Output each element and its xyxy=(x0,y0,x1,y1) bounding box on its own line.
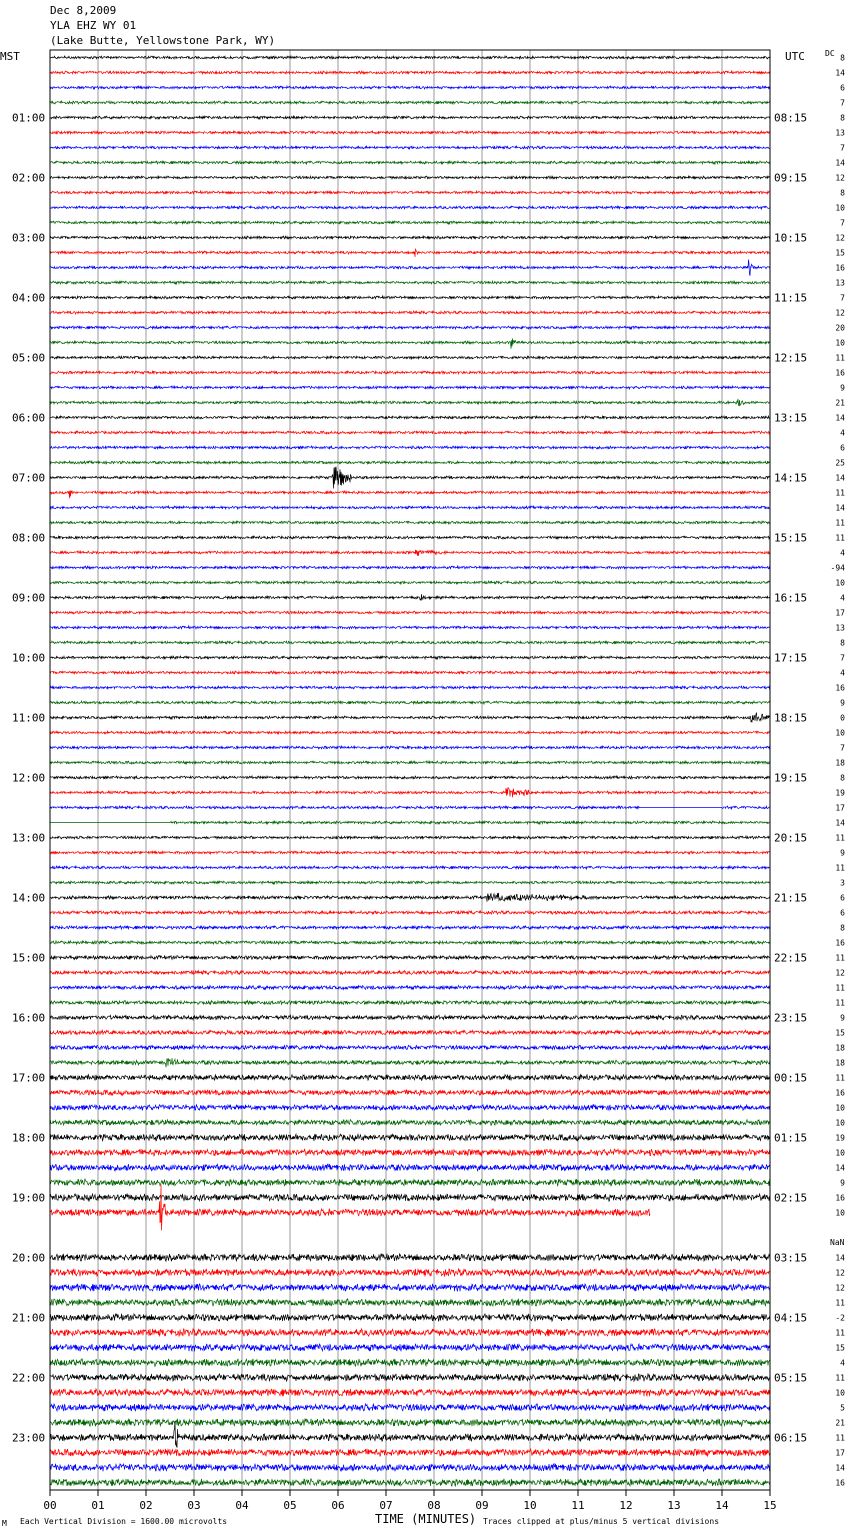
dc-offset-value: 19 xyxy=(835,1133,845,1143)
utc-hour-label: 00:15 xyxy=(774,1071,808,1085)
utc-hour-label: 18:15 xyxy=(774,711,808,725)
dc-offset-value: 16 xyxy=(835,683,845,693)
dc-offset-value: -2 xyxy=(835,1313,845,1323)
dc-offset-value: 7 xyxy=(840,143,845,153)
dc-offset-value: 12 xyxy=(835,308,845,318)
mst-hour-label: 23:00 xyxy=(12,1431,46,1445)
trace-row xyxy=(50,731,770,734)
trace-row xyxy=(50,955,770,959)
dc-offset-value: 10 xyxy=(835,1103,845,1113)
x-tick-label: 06 xyxy=(331,1499,345,1512)
utc-hour-label: 19:15 xyxy=(774,771,808,785)
dc-offset-value: 12 xyxy=(835,968,845,978)
mst-hour-label: 16:00 xyxy=(12,1011,46,1025)
trace-row xyxy=(50,1314,770,1322)
dc-offset-value: 15 xyxy=(835,1028,845,1038)
dc-offset-value: 7 xyxy=(840,743,845,753)
mst-hour-label: 05:00 xyxy=(12,351,46,365)
trace-row xyxy=(50,221,770,224)
dc-offset-value: 9 xyxy=(840,848,845,858)
right-timezone-label: UTC xyxy=(785,50,805,63)
trace-row xyxy=(50,851,770,854)
dc-offset-value: 8 xyxy=(840,188,845,198)
dc-offset-value: 6 xyxy=(840,908,845,918)
trace-row xyxy=(50,656,770,659)
trace-row xyxy=(50,191,770,194)
dc-offset-value: 14 xyxy=(835,1163,845,1173)
dc-offset-value: 11 xyxy=(835,1073,845,1083)
mst-hour-label: 08:00 xyxy=(12,531,46,545)
dc-offset-value: 16 xyxy=(835,1193,845,1203)
utc-hour-label: 05:15 xyxy=(774,1371,808,1385)
dc-offset-value: 14 xyxy=(835,1463,845,1473)
dc-offset-value: 11 xyxy=(835,998,845,1008)
dc-offset-value: 21 xyxy=(835,398,845,408)
trace-row xyxy=(50,1419,770,1427)
dc-offset-value: 11 xyxy=(835,833,845,843)
dc-offset-value: 9 xyxy=(840,698,845,708)
trace-row xyxy=(50,821,770,824)
trace-row xyxy=(50,326,770,329)
dc-offset-value: 18 xyxy=(835,1043,845,1053)
dc-offset-value: 16 xyxy=(835,1478,845,1488)
trace-row xyxy=(50,1185,650,1231)
mst-hour-label: 20:00 xyxy=(12,1251,46,1265)
trace-row xyxy=(50,746,770,749)
dc-offset-value: 11 xyxy=(835,518,845,528)
trace-row xyxy=(50,1000,770,1004)
mst-hour-label: 18:00 xyxy=(12,1131,46,1145)
trace-row xyxy=(50,641,770,644)
utc-hour-label: 16:15 xyxy=(774,591,808,605)
trace-row xyxy=(50,386,770,389)
trace-row xyxy=(50,893,770,902)
mst-hour-label: 10:00 xyxy=(12,651,46,665)
date-label: Dec 8,2009 xyxy=(50,4,117,17)
dc-offset-value: 21 xyxy=(835,1418,845,1428)
dc-offset-value: 14 xyxy=(835,1253,845,1263)
dc-offset-value: 16 xyxy=(835,938,845,948)
dc-offset-value: 12 xyxy=(835,173,845,183)
nan-label: NaN xyxy=(830,1238,845,1247)
dc-offset-value: 17 xyxy=(835,1448,845,1458)
dc-offset-value: 18 xyxy=(835,758,845,768)
x-tick-label: 08 xyxy=(427,1499,441,1512)
mst-hour-label: 01:00 xyxy=(12,111,46,125)
dc-offset-value: 4 xyxy=(840,668,845,678)
trace-row xyxy=(50,71,770,74)
scale-note: Each Vertical Division = 1600.00 microvolts xyxy=(20,1517,228,1526)
utc-hour-label: 10:15 xyxy=(774,231,808,245)
mst-hour-label: 19:00 xyxy=(12,1191,46,1205)
dc-offset-value: 10 xyxy=(835,1148,845,1158)
trace-row xyxy=(50,713,770,722)
dc-offset-value: -94 xyxy=(830,563,845,573)
dc-offset-value: 10 xyxy=(835,1388,845,1398)
trace-row xyxy=(50,1164,770,1171)
trace-row xyxy=(50,249,770,257)
dc-offset-value: 14 xyxy=(835,473,845,483)
trace-row xyxy=(50,416,770,419)
dc-offset-value: 11 xyxy=(835,1433,845,1443)
dc-offset-value: 19 xyxy=(835,788,845,798)
x-tick-label: 15 xyxy=(763,1499,777,1512)
trace-row xyxy=(50,371,770,374)
trace-row xyxy=(50,806,770,809)
dc-header-label: DC xyxy=(825,49,835,58)
trace-row xyxy=(50,146,770,149)
trace-row xyxy=(50,236,770,239)
dc-offset-value: 12 xyxy=(835,1283,845,1293)
dc-offset-value: 10 xyxy=(835,1208,845,1218)
utc-hour-label: 09:15 xyxy=(774,171,808,185)
mst-hour-label: 12:00 xyxy=(12,771,46,785)
trace-row xyxy=(50,1134,770,1141)
trace-row xyxy=(50,686,770,689)
trace-row xyxy=(50,671,770,674)
mst-hour-label: 09:00 xyxy=(12,591,46,605)
trace-row xyxy=(50,626,770,629)
dc-offset-value: 4 xyxy=(840,548,845,558)
clip-note: Traces clipped at plus/minus 5 vertical divisions xyxy=(483,1517,720,1526)
trace-row xyxy=(50,446,770,449)
trace-row xyxy=(50,356,770,359)
mst-hour-label: 22:00 xyxy=(12,1371,46,1385)
trace-row xyxy=(50,116,770,119)
dc-offset-value: 13 xyxy=(835,278,845,288)
x-tick-label: 04 xyxy=(235,1499,249,1512)
mst-hour-label: 21:00 xyxy=(12,1311,46,1325)
trace-row xyxy=(50,1449,770,1457)
x-tick-label: 02 xyxy=(139,1499,153,1512)
dc-offset-value: 8 xyxy=(840,53,845,63)
trace-row xyxy=(50,161,770,164)
trace-row xyxy=(50,866,770,869)
utc-hour-label: 08:15 xyxy=(774,111,808,125)
dc-offset-value: 14 xyxy=(835,68,845,78)
dc-offset-value: 0 xyxy=(840,713,845,723)
x-tick-label: 09 xyxy=(475,1499,489,1512)
mst-hour-label: 07:00 xyxy=(12,471,46,485)
trace-row xyxy=(50,836,770,839)
utc-hour-label: 13:15 xyxy=(774,411,808,425)
corner-mark: Μ xyxy=(2,1519,7,1528)
dc-offset-value: 10 xyxy=(835,1118,845,1128)
trace-row xyxy=(50,1269,770,1277)
dc-offset-value: 11 xyxy=(835,533,845,543)
dc-offset-value: 14 xyxy=(835,818,845,828)
dc-offset-value: 11 xyxy=(835,1328,845,1338)
x-tick-label: 11 xyxy=(571,1499,585,1512)
trace-row xyxy=(50,56,770,59)
dc-offset-value: 16 xyxy=(835,263,845,273)
trace-row xyxy=(50,431,770,434)
dc-offset-value: 4 xyxy=(840,1358,845,1368)
dc-offset-value: 7 xyxy=(840,98,845,108)
dc-offset-value: 9 xyxy=(840,1178,845,1188)
trace-row xyxy=(50,1075,770,1081)
x-tick-label: 01 xyxy=(91,1499,105,1512)
dc-offset-value: 5 xyxy=(840,1403,845,1413)
trace-row xyxy=(50,536,770,539)
dc-offset-value: 12 xyxy=(835,1268,845,1278)
x-tick-label: 05 xyxy=(283,1499,297,1512)
x-tick-label: 13 xyxy=(667,1499,681,1512)
dc-offset-value: 11 xyxy=(835,953,845,963)
mst-hour-label: 11:00 xyxy=(12,711,46,725)
mst-hour-label: 17:00 xyxy=(12,1071,46,1085)
dc-offset-value: 9 xyxy=(840,1013,845,1023)
trace-row xyxy=(50,1030,770,1035)
trace-row xyxy=(50,611,770,614)
dc-offset-value: 10 xyxy=(835,728,845,738)
trace-row xyxy=(50,490,770,498)
utc-hour-label: 01:15 xyxy=(774,1131,808,1145)
trace-row xyxy=(50,1359,770,1367)
dc-offset-value: 10 xyxy=(835,578,845,588)
trace-row xyxy=(50,1344,770,1352)
dc-offset-value: 8 xyxy=(840,113,845,123)
trace-row xyxy=(50,776,770,779)
trace-row xyxy=(50,176,770,179)
dc-offset-value: 4 xyxy=(840,428,845,438)
dc-offset-value: 11 xyxy=(835,1298,845,1308)
dc-offset-value: 11 xyxy=(835,488,845,498)
trace-row xyxy=(50,926,770,930)
dc-offset-value: 13 xyxy=(835,623,845,633)
utc-hour-label: 04:15 xyxy=(774,1311,808,1325)
dc-offset-value: 17 xyxy=(835,608,845,618)
trace-row xyxy=(50,911,770,915)
trace-row xyxy=(50,101,770,104)
dc-offset-value: 11 xyxy=(835,863,845,873)
station-label: YLA EHZ WY 01 xyxy=(50,19,137,32)
utc-hour-label: 17:15 xyxy=(774,651,808,665)
trace-row xyxy=(50,1045,770,1050)
dc-offset-value: 8 xyxy=(840,923,845,933)
x-tick-label: 14 xyxy=(715,1499,729,1512)
dc-offset-value: 18 xyxy=(835,1058,845,1068)
x-tick-label: 12 xyxy=(619,1499,633,1512)
trace-row xyxy=(50,1179,770,1186)
trace-row xyxy=(50,338,770,348)
trace-row xyxy=(50,1389,770,1397)
trace-row xyxy=(50,260,770,276)
dc-offset-value: 14 xyxy=(835,158,845,168)
trace-row xyxy=(50,206,770,209)
mst-hour-label: 04:00 xyxy=(12,291,46,305)
dc-offset-value: 11 xyxy=(835,1373,845,1383)
mst-hour-label: 14:00 xyxy=(12,891,46,905)
trace-row xyxy=(50,581,770,584)
trace-row xyxy=(50,1105,770,1111)
utc-hour-label: 06:15 xyxy=(774,1431,808,1445)
trace-row xyxy=(50,1284,770,1292)
trace-row xyxy=(50,461,770,464)
dc-offset-value: 10 xyxy=(835,338,845,348)
x-axis-title: TIME (MINUTES) xyxy=(375,1512,477,1526)
mst-hour-label: 06:00 xyxy=(12,411,46,425)
trace-row xyxy=(50,467,770,489)
mst-hour-label: 03:00 xyxy=(12,231,46,245)
dc-offset-value: 7 xyxy=(840,653,845,663)
trace-row xyxy=(50,1374,770,1382)
trace-row xyxy=(50,985,770,989)
dc-offset-value: 25 xyxy=(835,458,845,468)
trace-row xyxy=(50,399,770,406)
utc-hour-label: 12:15 xyxy=(774,351,808,365)
trace-row xyxy=(50,1254,770,1262)
dc-offset-value: 8 xyxy=(840,773,845,783)
trace-row xyxy=(50,881,770,884)
dc-offset-value: 15 xyxy=(835,248,845,258)
trace-row xyxy=(50,281,770,284)
trace-row xyxy=(50,1299,770,1307)
x-tick-label: 07 xyxy=(379,1499,393,1512)
dc-offset-value: 6 xyxy=(840,83,845,93)
dc-offset-value: 20 xyxy=(835,323,845,333)
trace-row xyxy=(50,131,770,134)
trace-row xyxy=(50,296,770,299)
dc-offset-value: 16 xyxy=(835,1088,845,1098)
x-tick-label: 10 xyxy=(523,1499,537,1512)
trace-row xyxy=(50,1120,770,1126)
trace-row xyxy=(50,1479,770,1486)
trace-row xyxy=(50,550,770,556)
trace-row xyxy=(50,701,770,704)
trace-row xyxy=(50,970,770,974)
dc-offset-value: 7 xyxy=(840,218,845,228)
dc-offset-value: 6 xyxy=(840,893,845,903)
dc-offset-value: 11 xyxy=(835,983,845,993)
dc-offset-value: 17 xyxy=(835,803,845,813)
utc-hour-label: 21:15 xyxy=(774,891,808,905)
mst-hour-label: 13:00 xyxy=(12,831,46,845)
trace-row xyxy=(50,1015,770,1020)
dc-offset-value: 8 xyxy=(840,638,845,648)
trace-row xyxy=(50,1090,770,1096)
dc-offset-value: 6 xyxy=(840,443,845,453)
dc-offset-value: 14 xyxy=(835,503,845,513)
dc-offset-value: 16 xyxy=(835,368,845,378)
trace-row xyxy=(50,521,770,524)
trace-row xyxy=(50,941,770,945)
utc-hour-label: 11:15 xyxy=(774,291,808,305)
x-tick-label: 03 xyxy=(187,1499,201,1512)
trace-row xyxy=(50,1464,770,1472)
utc-hour-label: 22:15 xyxy=(774,951,808,965)
trace-row xyxy=(50,1404,770,1412)
dc-offset-value: 13 xyxy=(835,128,845,138)
trace-row xyxy=(50,1058,770,1067)
trace-row xyxy=(50,1149,770,1156)
utc-hour-label: 23:15 xyxy=(774,1011,808,1025)
x-tick-label: 00 xyxy=(43,1499,57,1512)
dc-offset-value: 7 xyxy=(840,293,845,303)
utc-hour-label: 20:15 xyxy=(774,831,808,845)
dc-offset-value: 12 xyxy=(835,233,845,243)
trace-row xyxy=(50,787,770,797)
utc-hour-label: 15:15 xyxy=(774,531,808,545)
trace-row xyxy=(50,761,770,764)
dc-offset-value: 3 xyxy=(840,878,845,888)
dc-offset-value: 4 xyxy=(840,593,845,603)
mst-hour-label: 15:00 xyxy=(12,951,46,965)
utc-hour-label: 03:15 xyxy=(774,1251,808,1265)
trace-row xyxy=(50,506,770,509)
dc-offset-value: 14 xyxy=(835,413,845,423)
dc-offset-value: 11 xyxy=(835,353,845,363)
trace-row xyxy=(50,1194,770,1202)
utc-hour-label: 14:15 xyxy=(774,471,808,485)
dc-offset-value: 15 xyxy=(835,1343,845,1353)
trace-row xyxy=(50,311,770,314)
dc-offset-value: 10 xyxy=(835,203,845,213)
left-timezone-label: MST xyxy=(0,50,20,63)
dc-offset-value: 9 xyxy=(840,383,845,393)
trace-row xyxy=(50,594,770,601)
location-label: (Lake Butte, Yellowstone Park, WY) xyxy=(50,34,276,47)
utc-hour-label: 02:15 xyxy=(774,1191,808,1205)
trace-row xyxy=(50,566,770,569)
trace-row xyxy=(50,86,770,89)
seismic-traces xyxy=(50,56,770,1486)
mst-hour-label: 02:00 xyxy=(12,171,46,185)
axis-labels xyxy=(12,54,845,1513)
trace-row xyxy=(50,1329,770,1337)
